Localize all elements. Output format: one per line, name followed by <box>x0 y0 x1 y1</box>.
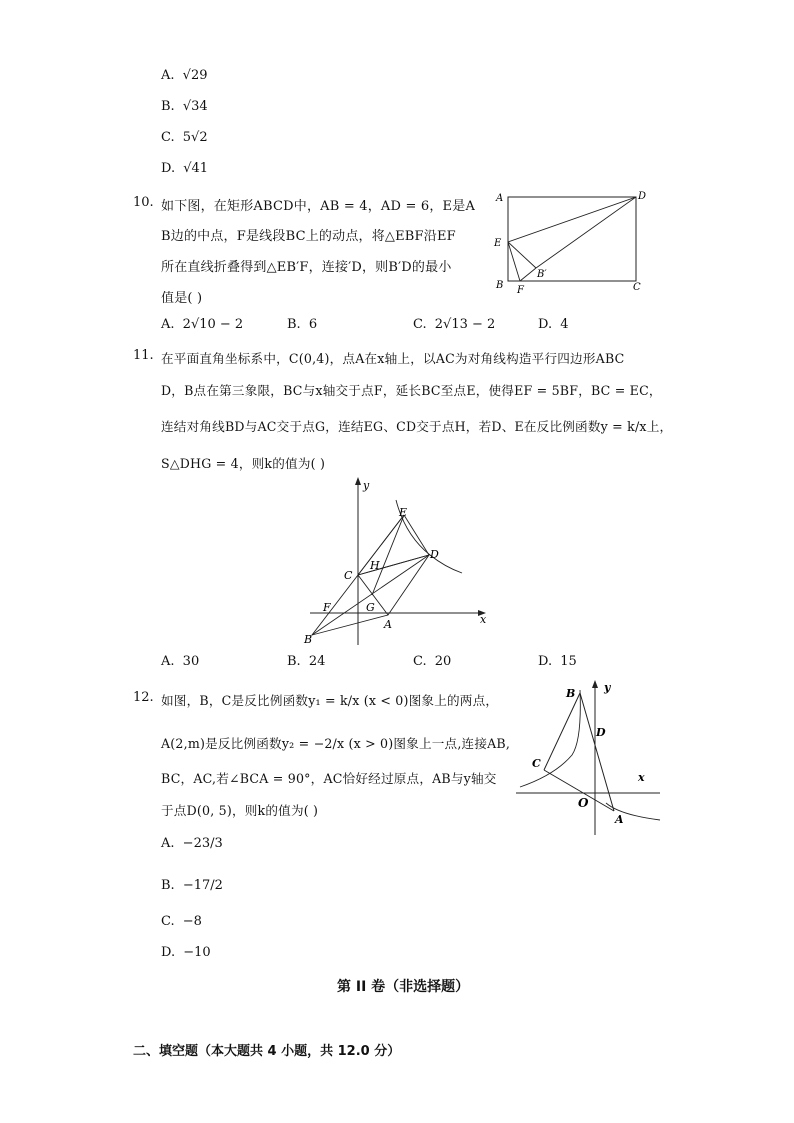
label-b: B <box>566 687 576 700</box>
segment-ch <box>358 515 404 575</box>
q12-line-2: A(2,m)是反比例函数y₂ = −2/x (x > 0)图象上一点,连接AB, <box>161 736 511 751</box>
label-o: O <box>578 796 589 810</box>
q11-option-a-text: 30 <box>182 654 200 669</box>
q11-option-d-text: 15 <box>560 654 577 669</box>
q9-option-c-text: 5√2 <box>182 130 208 145</box>
q12-option-a <box>161 836 223 851</box>
segment-cd <box>358 555 429 575</box>
q10-option-b-label: B. <box>287 317 301 332</box>
q10-option-d-text: 4 <box>560 317 569 332</box>
q12-option-d-text: −10 <box>183 945 211 960</box>
label-f: F <box>517 285 524 295</box>
q12-option-b-label: B. <box>161 878 175 893</box>
segment-ed <box>404 515 429 555</box>
q9-option-d-text: √41 <box>183 161 209 176</box>
label-g: G <box>366 601 375 614</box>
segment-bc <box>544 693 580 770</box>
label-b-prime: B′ <box>537 269 547 280</box>
label-c: C <box>633 282 641 293</box>
q12-option-d <box>161 945 211 960</box>
label-d: D <box>430 548 439 561</box>
q11-option-c <box>413 654 451 669</box>
q12-option-b-text: −17/2 <box>182 878 223 893</box>
q11-option-a <box>161 654 199 669</box>
label-a: A <box>384 618 392 631</box>
q11-option-d-label: D. <box>538 654 553 669</box>
q10-line-4: 值是( ) <box>161 291 203 306</box>
q11-option-c-text: 20 <box>434 654 452 669</box>
segment-b-prime-d <box>536 197 636 268</box>
q10-option-a-text: 2√10 − 2 <box>182 317 244 332</box>
q10-line-1: 如下图，在矩形ABCD中，AB = 4，AD = 6，E是A <box>161 199 476 214</box>
part2-heading: 第 II 卷（非选择题） <box>337 979 470 995</box>
q9-option-c <box>161 130 208 145</box>
label-x: x <box>638 771 645 784</box>
q11-option-c-label: C. <box>413 654 427 669</box>
q10-option-a-label: A. <box>161 317 175 332</box>
q10-option-c-text: 2√13 − 2 <box>434 317 496 332</box>
q10-line-2: B边的中点，F是线段BC上的动点，将△EBF沿EF <box>161 229 456 244</box>
q10-option-a <box>161 317 243 332</box>
q10-rectangle-figure <box>490 185 650 295</box>
label-d: D <box>596 726 606 739</box>
q10-number: 10. <box>133 195 154 210</box>
q11-option-d <box>538 654 577 669</box>
q12-option-a-label: A. <box>161 836 175 851</box>
label-b: B <box>304 633 313 646</box>
q12-line-1: 如图，B，C是反比例函数y₁ = k/x (x < 0)图象上的两点， <box>161 693 499 708</box>
q11-parallelogram-figure <box>300 475 500 650</box>
label-y: y <box>604 681 611 694</box>
q12-option-a-text: −23/3 <box>182 836 223 851</box>
q11-line-2: D，B点在第三象限，BC与x轴交于点F，延长BC至点E，使得EF = 5BF，BC = EC， <box>161 383 662 398</box>
q11-option-b-text: 24 <box>308 654 326 669</box>
q12-option-c <box>161 914 202 929</box>
label-b: B <box>496 280 504 291</box>
segment-ed <box>508 197 636 242</box>
q9-option-c-label: C. <box>161 130 175 145</box>
q12-option-c-text: −8 <box>182 914 202 929</box>
q12-number: 12. <box>133 690 154 705</box>
label-y: y <box>363 479 370 492</box>
y-axis-arrow <box>592 680 598 688</box>
q12-option-d-label: D. <box>161 945 176 960</box>
q11-option-b <box>287 654 325 669</box>
label-d: D <box>638 191 647 202</box>
q12-line-4: 于点D(0, 5)，则k的值为( ) <box>161 803 319 818</box>
q9-option-d <box>161 161 208 176</box>
q11-line-3: 连结对角线BD与AC交于点G，连结EG、CD交于点H，若D、E在反比例函数y = k/x上， <box>161 419 673 434</box>
q12-option-b <box>161 878 223 893</box>
q9-option-a <box>161 68 208 83</box>
label-x: x <box>480 613 487 626</box>
q9-option-d-label: D. <box>161 161 176 176</box>
q10-line-3: 所在直线折叠得到△EB′F，连接′D，则B′D的最小 <box>161 260 452 275</box>
q9-option-a-text: √29 <box>182 68 208 83</box>
q11-option-b-label: B. <box>287 654 301 669</box>
label-e: E <box>494 238 502 249</box>
section2-heading: 二、填空题（本大题共 4 小题，共 12.0 分） <box>133 1044 401 1059</box>
label-a: A <box>496 193 504 204</box>
rectangle-abcd <box>508 197 636 281</box>
q11-line-1: 在平面直角坐标系中，C(0,4)，点A在x轴上，以AC为对角线构造平行四边形ABC <box>161 351 625 366</box>
q10-option-b <box>287 317 317 332</box>
q11-line-4: S△DHG = 4，则k的值为( ) <box>161 456 326 471</box>
q11-number: 11. <box>133 348 154 363</box>
label-e: E <box>399 506 408 519</box>
segment-f-b-prime <box>520 268 536 281</box>
y-axis-arrow <box>355 477 361 485</box>
q12-line-3: BC，AC,若∠BCA = 90°，AC恰好经过原点，AB与y轴交 <box>161 771 497 786</box>
q10-option-d <box>538 317 569 332</box>
label-f: F <box>323 601 331 614</box>
label-c: C <box>344 569 353 582</box>
q9-option-b <box>161 99 208 114</box>
q10-option-c <box>413 317 495 332</box>
label-a: A <box>615 813 624 826</box>
q12-option-c-label: C. <box>161 914 175 929</box>
q10-option-c-label: C. <box>413 317 427 332</box>
label-c: C <box>532 757 541 770</box>
hyperbola-left-branch <box>520 690 580 787</box>
label-h: H <box>370 559 380 572</box>
q9-option-b-label: B. <box>161 99 175 114</box>
q10-option-d-label: D. <box>538 317 553 332</box>
q11-option-a-label: A. <box>161 654 175 669</box>
q10-option-b-text: 6 <box>308 317 318 332</box>
q12-hyperbola-figure <box>510 675 670 840</box>
q9-option-a-label: A. <box>161 68 175 83</box>
q9-option-b-text: √34 <box>182 99 208 114</box>
